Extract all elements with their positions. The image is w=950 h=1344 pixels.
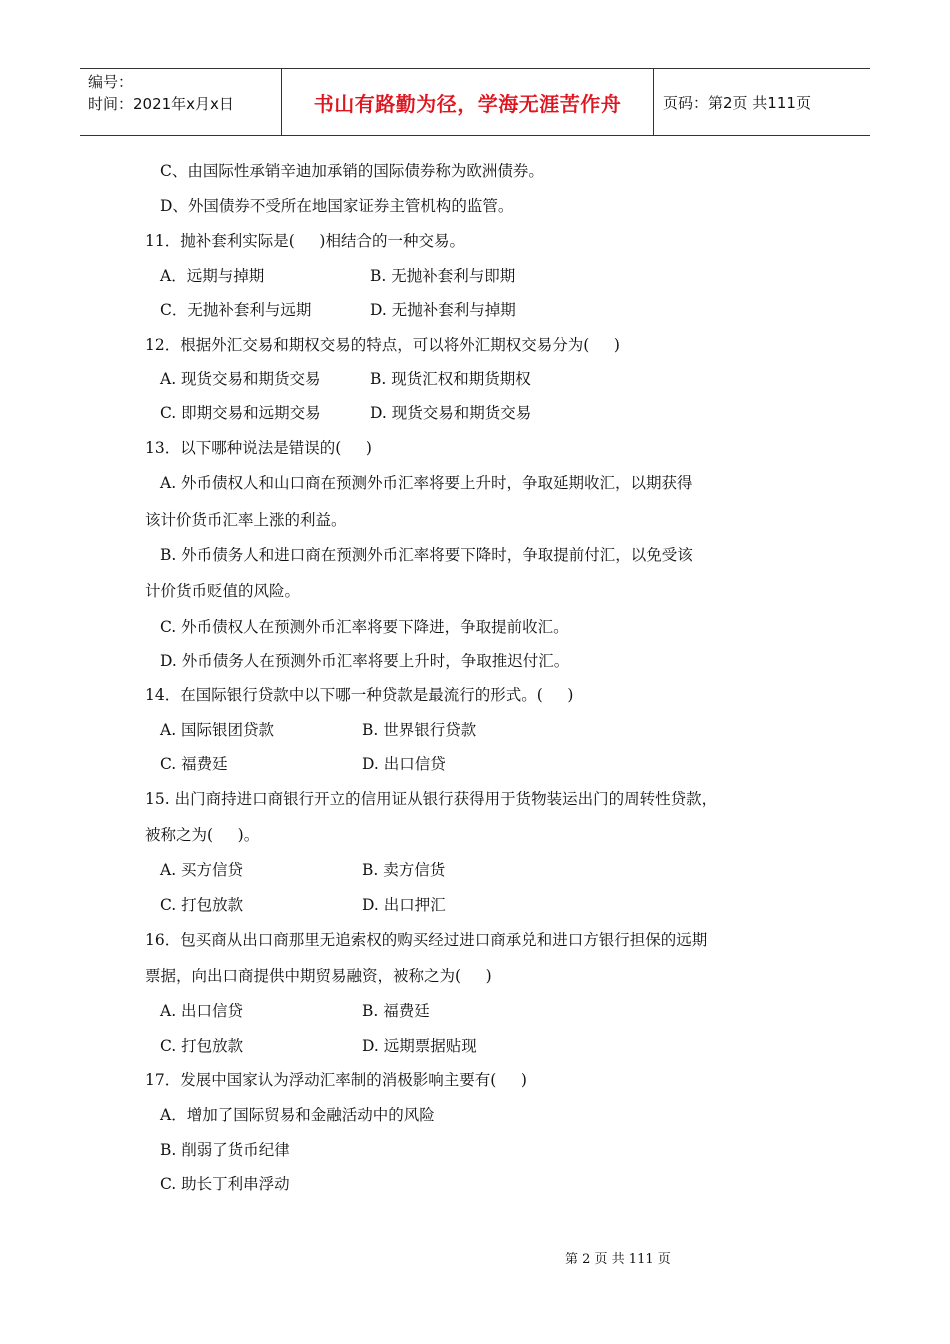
q11-option-c: C．无抛补套利与远期 [160,301,312,319]
question-15-cont: 被称之为( )。 [145,826,260,844]
q15-option-c: C. 打包放款 [160,896,244,914]
q13-option-a-cont: 该计价货币汇率上涨的利益。 [145,511,347,529]
page-info-text: 页码：第2页 共111页 [663,93,811,112]
time-label: 时间：2021年x月x日 [88,95,234,113]
q15-option-b: B. 卖方信货 [362,861,446,879]
q16-option-a: A. 出口信贷 [160,1002,244,1020]
option-c-line: C、由国际性承销辛迪加承销的国际债券称为欧洲债券。 [160,162,544,180]
question-11: 11．抛补套利实际是( )相结合的一种交易。 [145,232,465,250]
question-16-cont: 票据，向出口商提供中期贸易融资，被称之为( ) [145,967,492,985]
question-15: 15. 出门商持进口商银行开立的信用证从银行获得用于货物装运出门的周转性贷款， [145,790,718,808]
q13-option-b-cont: 计价货币贬值的风险。 [145,582,301,600]
q12-option-d: D. 现货交易和期货交易 [370,404,532,422]
q11-option-d: D. 无抛补套利与掉期 [370,301,516,319]
q13-option-a: A. 外币债权人和山口商在预测外币汇率将要上升时，争取延期收汇，以期获得 [160,474,693,492]
question-12: 12．根据外汇交易和期权交易的特点，可以将外汇期权交易分为( ) [145,336,620,354]
q15-option-d: D. 出口押汇 [362,896,446,914]
q17-option-b: B. 削弱了货币纪律 [160,1141,290,1159]
q14-option-d: D. 出口信贷 [362,755,446,773]
question-14: 14．在国际银行贷款中以下哪一种贷款是最流行的形式。( ) [145,686,574,704]
q11-option-a: A．远期与掉期 [160,267,265,285]
q14-option-c: C. 福费廷 [160,755,228,773]
q12-option-b: B. 现货汇权和期货期权 [370,370,531,388]
header-motto [282,69,654,135]
question-13: 13．以下哪种说法是错误的( ) [145,439,372,457]
q17-option-a: A．增加了国际贸易和金融活动中的风险 [160,1106,435,1124]
serial-label: 编号： [88,73,134,91]
q14-option-b: B. 世界银行贷款 [362,721,477,739]
header-page-info [654,69,870,135]
motto-text: 书山有路勤为径，学海无涯苦作舟 [313,91,622,116]
q16-option-b: B. 福费廷 [362,1002,430,1020]
page-header [80,68,870,136]
q11-option-b: B. 无抛补套利与即期 [370,267,516,285]
q14-option-a: A. 国际银团贷款 [160,721,275,739]
q16-option-c: C. 打包放款 [160,1037,244,1055]
question-16: 16．包买商从出口商那里无追索权的购买经过进口商承兑和进口方银行担保的远期 [145,931,708,949]
q12-option-c: C. 即期交易和远期交易 [160,404,321,422]
q15-option-a: A. 买方信贷 [160,861,244,879]
page-footer: 第 2 页 共 111 页 [565,1252,671,1267]
option-d-line: D、外国债券不受所在地国家证券主管机构的监管。 [160,197,514,215]
q13-option-c: C. 外币债权人在预测外币汇率将要下降进，争取提前收汇。 [160,618,569,636]
q13-option-b: B. 外币债务人和进口商在预测外币汇率将要下降时，争取提前付汇，以免受该 [160,546,693,564]
q13-option-d: D. 外币债务人在预测外币汇率将要上升时，争取推迟付汇。 [160,652,570,670]
question-17: 17．发展中国家认为浮动汇率制的消极影响主要有( ) [145,1071,527,1089]
q12-option-a: A. 现货交易和期货交易 [160,370,321,388]
q16-option-d: D. 远期票据贴现 [362,1037,477,1055]
q17-option-c: C. 助长丁利串浮动 [160,1175,290,1193]
header-meta [80,69,282,135]
